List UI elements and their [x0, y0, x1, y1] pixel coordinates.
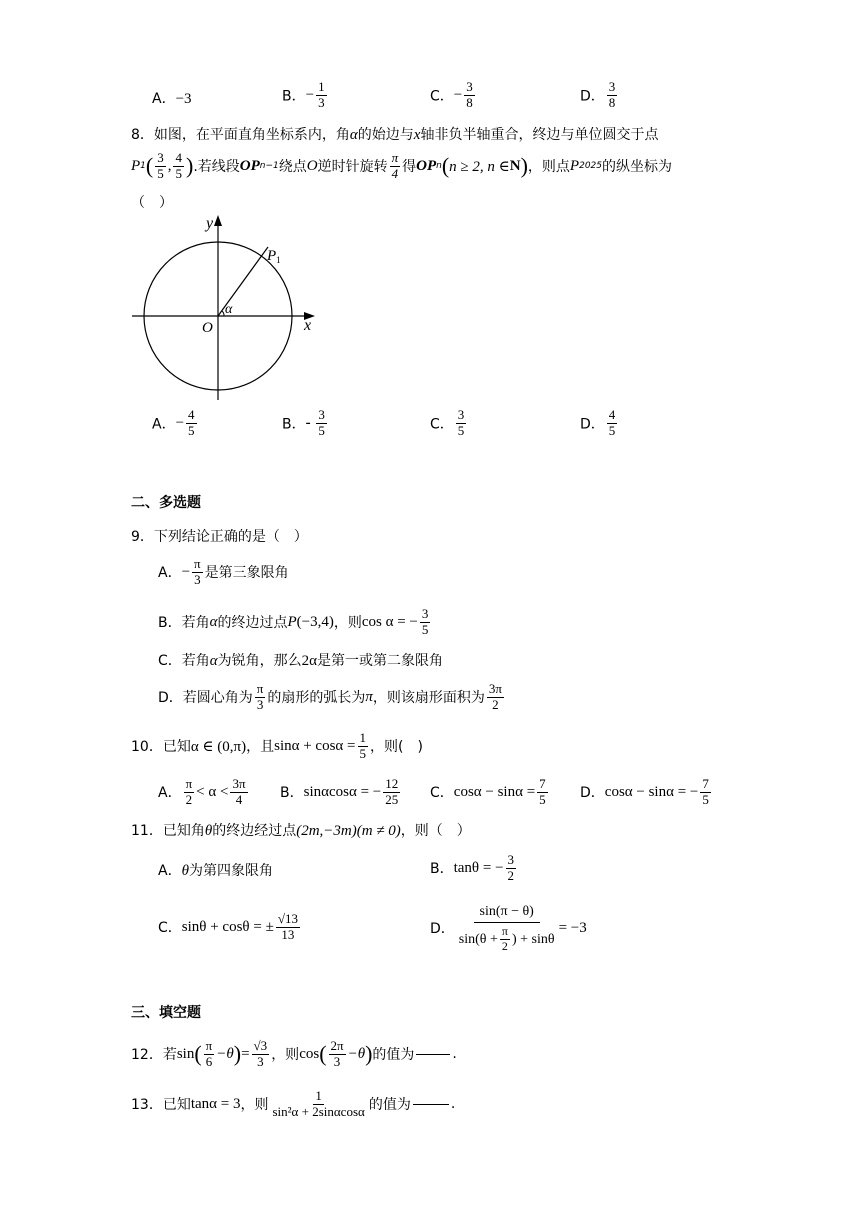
q8-paren: （ ） — [131, 195, 173, 211]
q11-stem: 11．已知角θ的终边经过点(2m,−3m)(m ≠ 0)，则（ ） — [131, 823, 471, 839]
q7-b-frac: $\frac{1}{3}$ — [318, 79, 325, 110]
q12-stem: 12．若 sin ( $\frac{\pi}{6}$ −θ ) = $\frac{√3}{3}$ ，则 cos ( $\frac{2\pi}{3}$ −θ ) 的值为 . — [131, 1037, 457, 1069]
q9-option-b: B． 若角 α 的终边过点 P (−3,4) ，则 cos α = − $\frac{3}{5}$ — [158, 605, 429, 637]
section-multi-choice: 二、多选题 — [131, 495, 201, 511]
fig-y-label: y — [206, 215, 214, 232]
q11-option-c: C． sinθ + cosθ = ± $\frac{√13}{13}$ — [158, 910, 298, 942]
fig-p1-label: $P_1$ — [267, 248, 281, 265]
q7-b-label: B． — [282, 88, 306, 105]
q9-option-a: A． − $\frac{\pi}{3}$ 是第三象限角 — [158, 555, 289, 587]
unit-circle-figure — [130, 212, 330, 402]
q11-option-d: D． sin(π − θ) sin(θ + $\frac{\pi}{2}$ ) + sinθ = −3 — [430, 904, 587, 954]
q9-option-d: D． 若圆心角为 $\frac{\pi}{3}$ 的扇形的弧长为 π ，则该扇形面积为 $\frac{3\pi}{2}$ — [158, 680, 502, 712]
fig-x-label: x — [304, 317, 312, 334]
q13-answer-blank[interactable] — [413, 1104, 449, 1105]
q8-stem-line1: 8．如图，在平面直角坐标系内，角α的始边与x轴非负半轴重合，终边与单位圆交于点 — [131, 127, 659, 143]
q10-stem: 10．已知 α ∈ (0,π) ，且 sinα + cosα = $\frac{1}{5}$ ，则( ) — [131, 729, 423, 761]
q7-options: A．−3 B．− $\frac{1}{3}$ C．− $\frac{3}{8}$ D． $\frac{3}{8}$ — [152, 79, 616, 110]
fig-alpha-label: α — [225, 302, 233, 317]
fig-origin-label: O — [202, 320, 213, 336]
q11-option-b: B． tanθ = − $\frac{3}{2}$ — [430, 851, 515, 883]
q7-a-label: A． — [152, 91, 176, 107]
q8-stem-line2: P 1 ( $\frac{3}{5}$ , $\frac{4}{5}$ ) .若线段 OP n−1 绕点 O 逆时针旋转 $\frac{\pi}{4}$ 得 OP n ( n ≥ 2, n ∈ N ) ，则点 P 2025 的纵坐标为 — [131, 149, 672, 181]
section-fill-in: 三、填空题 — [131, 1005, 201, 1021]
q11-option-a: A．θ为第四象限角 — [158, 863, 273, 879]
q7-c-label: C． — [430, 88, 454, 105]
q7-c-frac: $\frac{3}{8}$ — [466, 79, 473, 110]
q13-stem: 13．已知 tanα = 3 ，则 $\frac{1}{\text{sin²α + 2sinαcosα}}$ 的值为 . — [131, 1087, 456, 1119]
q7-d-frac: $\frac{3}{8}$ — [608, 79, 616, 110]
q7-a-value: −3 — [175, 91, 192, 107]
q9-option-c: C．若角α为锐角，那么2α是第一或第二象限角 — [158, 653, 444, 669]
q10-options: A． $\frac{\pi}{2}$ < α < $\frac{3\pi}{4}$ B． sinαcosα = − $\frac{12}{25}$ C． cosα − sinα = $\frac{7}{5}$ D． cosα − sinα = − $\frac{7}{5}$ — [158, 775, 709, 807]
q7-d-label: D． — [580, 88, 605, 105]
q8-options: A．− $\frac{4}{5}$ B．- $\frac{3}{5}$ C． $\frac{3}{5}$ D． $\frac{4}{5}$ — [152, 407, 616, 438]
q9-stem: 9．下列结论正确的是（ ） — [131, 529, 308, 545]
q12-answer-blank[interactable] — [416, 1054, 450, 1055]
